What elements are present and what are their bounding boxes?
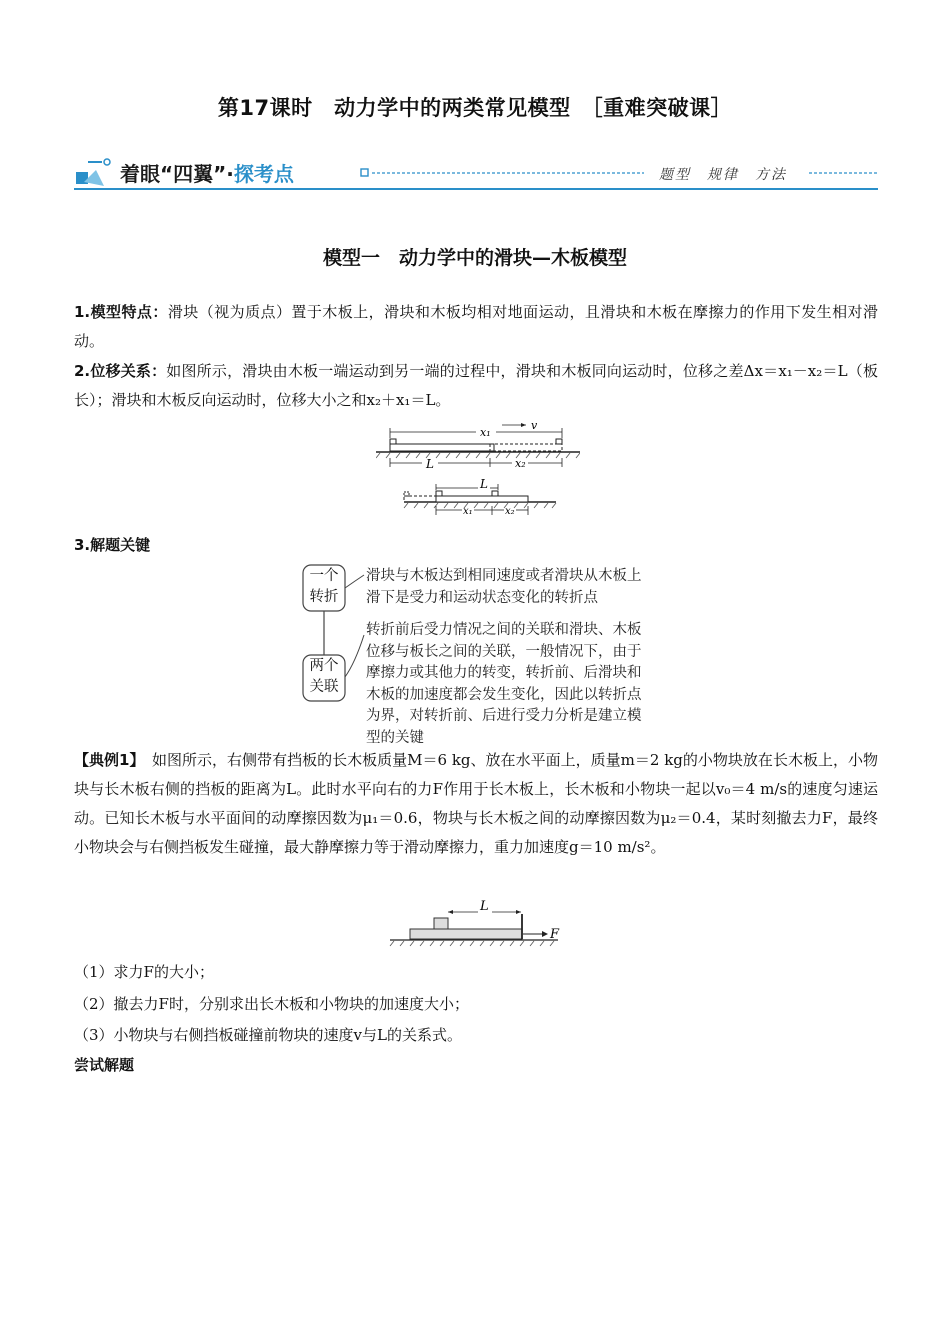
answer-label: 尝试解题 [74,1056,135,1074]
box-two-connections: 两个 关联 [309,658,339,695]
box-one-turning-point: 一个 转折 [309,568,339,605]
svg-text:x₁: x₁ [463,506,473,517]
displacement-figure [376,420,580,520]
point-3-label: 3.解题关键 [74,536,151,554]
svg-text:L: L [480,477,488,491]
svg-text:x₂: x₂ [505,506,515,517]
point-1: 1.模型特点：滑块（视为质点）置于木板上，滑块和木板均相对地面运动，且滑块和木板在摩擦力的作用下发生相对滑动。 [74,303,878,350]
svg-text:L: L [426,457,434,471]
section-banner [74,156,878,192]
question-1: （1）求力F的大小； [74,963,214,981]
key-points-flowchart [300,563,660,746]
question-2: （2）撤去力F时，分别求出长木板和小物块的加速度大小； [74,995,469,1013]
page-title: 第17课时 动力学中的两类常见模型 ［重难突破课］ [217,96,733,120]
connections-text: 转折前后受力情况之间的关联和滑块、木板位移与板长之间的关联，一般情况下，由于摩擦力或其他力的转变，转折前、后滑块和木板的加速度都会发生变化，因此以转折点为界，对转折前、后进行受力分析是建立模型的关键 [366,622,642,746]
svg-text:L: L [480,899,489,914]
svg-text:v: v [531,420,538,432]
example-1: 【典例1】 如图所示，右侧带有挡板的长木板质量M＝6 kg、放在水平面上，质量m＝2 kg的小物块放在长木板上，小物块与长木板右侧的挡板的距离为L。此时水平向右的力F作用于长木板上，长木板和小物块一起以v₀＝4 m/s的速度匀速运动。已知长木板与水平面间的动摩擦因数为μ₁＝0.6，物块与长木板之间的动摩擦因数为μ₂＝0.4，某时刻撤去力F，最终小物块会与右侧挡板发生碰撞，最大静摩擦力等于滑动摩擦力，重力加速度g＝10 m/s²。 [74,751,878,856]
question-3: （3）小物块与右侧挡板碰撞前物块的速度v与L的关系式。 [74,1026,462,1044]
svg-text:F: F [550,927,560,942]
svg-text:x₂: x₂ [515,457,526,470]
section-title: 模型一 动力学中的滑块—木板模型 [322,247,627,269]
banner-subtitle: 题型 规律 方法 [659,167,787,183]
example-figure [386,896,566,948]
point-2: 2.位移关系：如图所示，滑块由木板一端运动到另一端的过程中，滑块和木板同向运动时，位移之差Δx＝x₁－x₂＝L（板长）；滑块和木板反向运动时，位移大小之和x₂＋x₁＝L。 [74,362,878,409]
banner-heading: 着眼“四翼”·探考点 [120,162,294,186]
svg-text:x₁: x₁ [480,426,491,439]
turning-point-text: 滑块与木板达到相同速度或者滑块从木板上滑下是受力和运动状态变化的转折点 [366,568,642,606]
